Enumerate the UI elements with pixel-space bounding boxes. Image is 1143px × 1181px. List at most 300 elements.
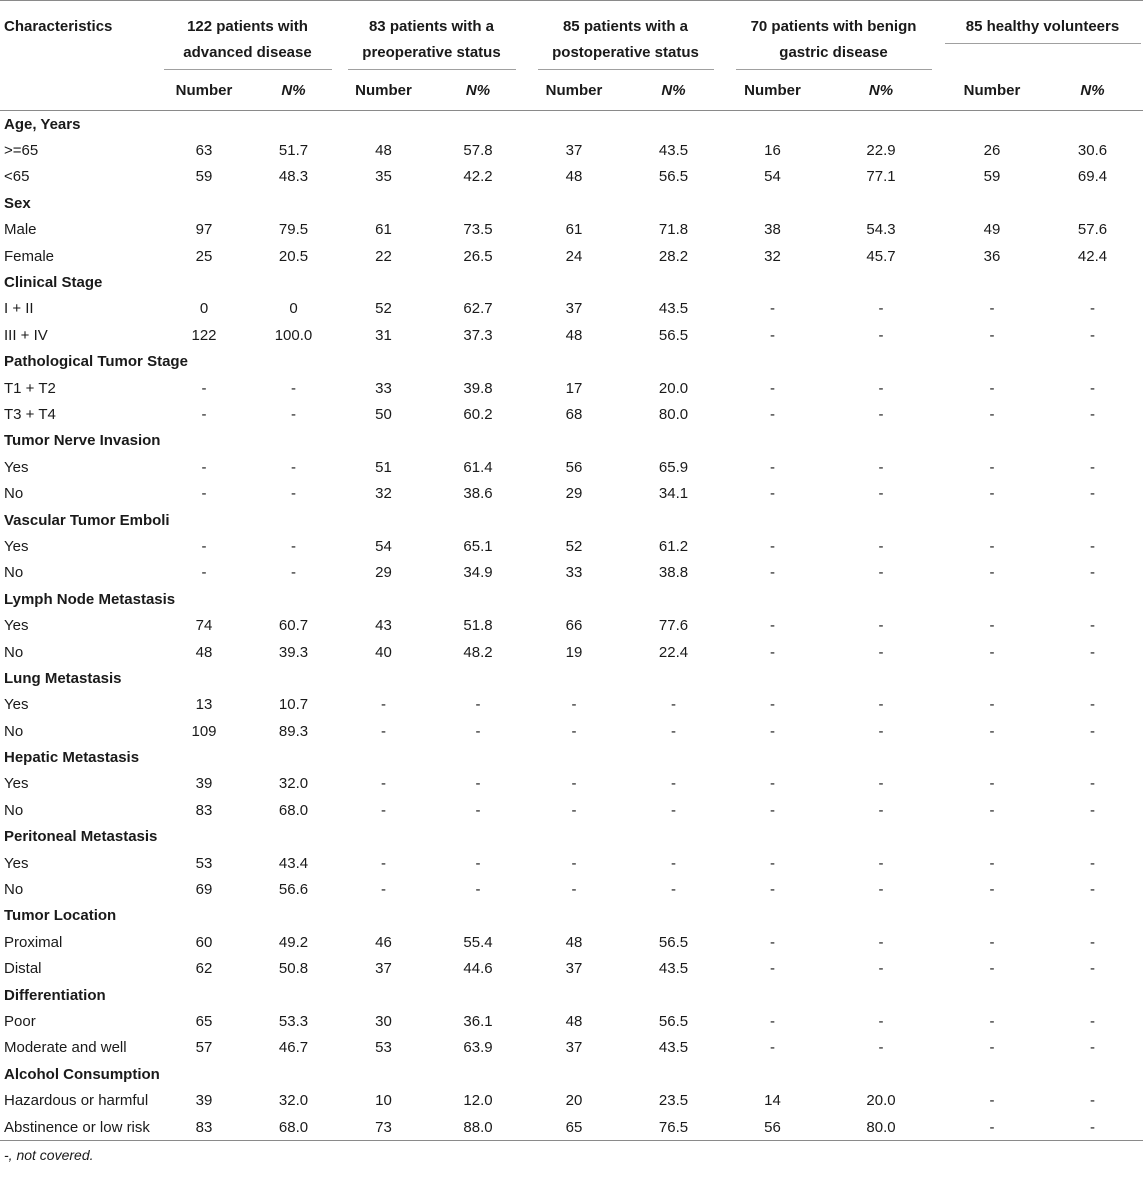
- percent-cell: -: [1090, 933, 1095, 951]
- percent-cell: 36.1: [463, 1012, 493, 1030]
- number-cell: -: [571, 696, 577, 714]
- number-cell: 54: [375, 537, 392, 555]
- percent-cell: 46.7: [278, 1039, 309, 1057]
- number-cell: -: [989, 643, 995, 661]
- number-cell: 29: [565, 485, 583, 503]
- percent-cell: -: [878, 960, 884, 978]
- number-cell: -: [201, 458, 207, 476]
- percent-cell: -: [878, 405, 884, 423]
- number-cell: 73: [375, 1118, 392, 1136]
- percent-cell: 34.1: [658, 485, 689, 503]
- number-cell: 109: [191, 722, 217, 740]
- section-row: [0, 744, 1143, 770]
- table-row: [0, 375, 1143, 401]
- row-label: Distal: [4, 960, 42, 978]
- percent-cell: -: [1090, 1118, 1095, 1136]
- table-row: [0, 718, 1143, 744]
- percent-cell: 80.0: [866, 1118, 896, 1136]
- percent-cell: -: [1090, 801, 1095, 819]
- number-cell: 36: [983, 247, 1001, 265]
- section-title: Tumor Nerve Invasion: [4, 432, 161, 450]
- percent-cell: 43.5: [658, 960, 689, 978]
- number-cell: -: [201, 379, 207, 397]
- number-cell: -: [989, 326, 995, 344]
- percent-cell: 34.9: [463, 564, 493, 582]
- row-label: No: [4, 643, 24, 661]
- percent-cell: -: [1090, 458, 1095, 476]
- row-label: Yes: [4, 617, 29, 635]
- number-cell: 51: [375, 458, 392, 476]
- table-row: [0, 639, 1143, 665]
- row-label: No: [4, 564, 24, 582]
- percent-cell: 22.9: [866, 142, 896, 160]
- percent-cell: -: [878, 1039, 884, 1057]
- number-cell: 56: [565, 458, 583, 476]
- table-row: [0, 850, 1143, 876]
- number-cell: -: [381, 881, 386, 899]
- percent-cell: 49.2: [278, 933, 309, 951]
- percent-cell: 53.3: [278, 1012, 309, 1030]
- number-cell: 39: [195, 1092, 213, 1110]
- number-cell: 14: [764, 1092, 781, 1110]
- row-label: III + IV: [4, 326, 48, 344]
- number-cell: -: [770, 405, 775, 423]
- table-row: [0, 454, 1143, 480]
- number-cell: 54: [764, 168, 781, 186]
- percent-cell: 65.1: [463, 537, 493, 555]
- table-row: [0, 1008, 1143, 1034]
- percent-cell: 50.8: [278, 960, 309, 978]
- row-label: Yes: [4, 854, 29, 872]
- number-cell: -: [770, 326, 775, 344]
- number-cell: 69: [195, 881, 213, 899]
- section-title: Alcohol Consumption: [4, 1065, 160, 1083]
- percent-cell: -: [878, 458, 884, 476]
- number-cell: 17: [565, 379, 583, 397]
- number-cell: -: [989, 854, 995, 872]
- number-cell: -: [770, 722, 775, 740]
- percent-cell: 20.0: [866, 1092, 896, 1110]
- percent-cell: -: [475, 722, 481, 740]
- number-header: Number: [175, 81, 233, 99]
- number-cell: -: [770, 485, 775, 503]
- number-cell: 25: [195, 247, 213, 265]
- percent-cell: -: [1090, 775, 1095, 793]
- percent-cell: -: [878, 775, 884, 793]
- percent-header: N%: [281, 81, 306, 99]
- section-row: [0, 1061, 1143, 1087]
- section-row: [0, 428, 1143, 454]
- percent-cell: 54.3: [866, 221, 896, 239]
- number-cell: 46: [375, 933, 392, 951]
- row-label: Hazardous or harmful: [4, 1092, 149, 1110]
- table-row: [0, 797, 1143, 823]
- number-cell: -: [381, 854, 386, 872]
- percent-cell: 37.3: [463, 326, 493, 344]
- number-header: Number: [744, 81, 801, 99]
- table-row: [0, 1114, 1143, 1141]
- number-cell: -: [571, 854, 577, 872]
- section-title: Hepatic Metastasis: [4, 749, 140, 767]
- percent-cell: 42.4: [1077, 247, 1108, 265]
- number-cell: 83: [195, 1118, 213, 1136]
- number-cell: -: [770, 617, 775, 635]
- section-title: Vascular Tumor Emboli: [4, 511, 170, 529]
- number-cell: -: [770, 881, 775, 899]
- number-cell: 10: [375, 1092, 392, 1110]
- percent-cell: 100.0: [274, 326, 313, 344]
- section-title: Lung Metastasis: [4, 669, 122, 687]
- percent-cell: 62.7: [463, 300, 493, 318]
- row-label: T3 + T4: [4, 405, 56, 423]
- number-cell: 40: [375, 643, 392, 661]
- number-cell: 30: [375, 1012, 392, 1030]
- percent-cell: 20.0: [658, 379, 689, 397]
- number-cell: 66: [565, 617, 583, 635]
- percent-cell: 89.3: [278, 722, 309, 740]
- section-row: [0, 903, 1143, 929]
- table-row: [0, 560, 1143, 586]
- number-cell: 22: [375, 247, 392, 265]
- percent-cell: -: [671, 722, 676, 740]
- percent-cell: -: [878, 722, 884, 740]
- percent-cell: 38.6: [463, 485, 493, 503]
- section-title: Tumor Location: [4, 907, 117, 925]
- percent-cell: -: [1090, 379, 1095, 397]
- number-cell: -: [381, 722, 386, 740]
- number-cell: -: [770, 537, 775, 555]
- number-cell: -: [989, 379, 995, 397]
- percent-header: N%: [661, 81, 686, 99]
- number-cell: 122: [191, 326, 217, 344]
- number-cell: -: [770, 1039, 775, 1057]
- number-cell: 65: [565, 1118, 583, 1136]
- percent-cell: 55.4: [463, 933, 493, 951]
- section-row: [0, 269, 1143, 295]
- number-cell: 24: [565, 247, 583, 265]
- row-label: Yes: [4, 537, 29, 555]
- percent-cell: -: [475, 775, 481, 793]
- number-cell: -: [989, 933, 995, 951]
- percent-cell: 20.5: [278, 247, 309, 265]
- percent-cell: -: [1090, 1012, 1095, 1030]
- percent-cell: -: [1090, 696, 1095, 714]
- section-row: [0, 982, 1143, 1008]
- percent-cell: 51.7: [278, 142, 309, 160]
- number-cell: -: [770, 1012, 775, 1030]
- percent-cell: 56.5: [658, 326, 689, 344]
- percent-cell: 48.3: [278, 168, 309, 186]
- number-cell: -: [989, 801, 995, 819]
- number-cell: 50: [375, 405, 392, 423]
- number-cell: -: [989, 722, 995, 740]
- table-row: [0, 164, 1143, 190]
- row-label: Poor: [4, 1012, 36, 1030]
- table-row: [0, 217, 1143, 243]
- percent-cell: -: [291, 485, 296, 503]
- percent-cell: 43.5: [658, 1039, 689, 1057]
- row-label: I + II: [4, 300, 34, 318]
- number-cell: -: [989, 881, 995, 899]
- number-cell: 74: [195, 617, 213, 635]
- percent-cell: -: [878, 643, 884, 661]
- percent-cell: 43.5: [658, 142, 689, 160]
- number-cell: -: [989, 960, 995, 978]
- number-cell: 32: [375, 485, 392, 503]
- percent-cell: -: [1090, 1092, 1095, 1110]
- percent-cell: 48.2: [463, 643, 493, 661]
- table-row: [0, 296, 1143, 322]
- number-cell: -: [201, 537, 207, 555]
- number-cell: 68: [565, 405, 583, 423]
- section-title: Clinical Stage: [4, 274, 103, 292]
- number-cell: 35: [375, 168, 392, 186]
- row-label: Yes: [4, 775, 29, 793]
- number-header: Number: [963, 81, 1021, 99]
- number-cell: -: [381, 801, 386, 819]
- percent-cell: -: [671, 854, 676, 872]
- row-label: Proximal: [4, 933, 63, 951]
- number-cell: 60: [195, 933, 213, 951]
- table-row: [0, 876, 1143, 902]
- number-cell: 48: [375, 142, 392, 160]
- percent-cell: -: [1090, 1039, 1095, 1057]
- percent-cell: -: [475, 696, 481, 714]
- percent-cell: 32.0: [278, 775, 309, 793]
- number-cell: 19: [565, 643, 583, 661]
- number-cell: 37: [565, 300, 583, 318]
- percent-cell: 51.8: [463, 617, 493, 635]
- number-cell: 16: [764, 142, 781, 160]
- percent-cell: 57.6: [1077, 221, 1108, 239]
- number-cell: -: [989, 405, 995, 423]
- section-row: [0, 349, 1143, 375]
- number-cell: 48: [565, 1012, 583, 1030]
- percent-cell: -: [878, 696, 884, 714]
- number-cell: -: [770, 960, 775, 978]
- percent-cell: 43.4: [278, 854, 309, 872]
- number-cell: 43: [375, 617, 392, 635]
- number-cell: 62: [195, 960, 213, 978]
- number-cell: -: [989, 696, 995, 714]
- group-header-benign: 70 patients with benign gastric disease: [725, 1, 942, 70]
- group-header-advanced: 122 patients with advanced disease: [158, 1, 337, 70]
- number-cell: 63: [195, 142, 213, 160]
- percent-cell: -: [291, 537, 296, 555]
- percent-cell: -: [878, 854, 884, 872]
- number-cell: 53: [195, 854, 213, 872]
- percent-cell: -: [878, 801, 884, 819]
- percent-cell: 61.4: [463, 458, 493, 476]
- percent-cell: 26.5: [463, 247, 493, 265]
- section-title: Differentiation: [4, 986, 106, 1004]
- percent-cell: 88.0: [463, 1118, 493, 1136]
- percent-cell: -: [878, 617, 884, 635]
- percent-cell: 77.6: [658, 617, 689, 635]
- percent-cell: -: [878, 379, 884, 397]
- percent-cell: -: [475, 881, 481, 899]
- number-cell: 53: [375, 1039, 392, 1057]
- number-cell: -: [770, 801, 775, 819]
- number-cell: 37: [565, 960, 583, 978]
- number-cell: -: [989, 1039, 995, 1057]
- number-cell: 26: [983, 142, 1001, 160]
- percent-cell: -: [671, 775, 676, 793]
- percent-cell: 60.7: [278, 617, 309, 635]
- row-label: >=65: [4, 142, 39, 160]
- percent-cell: 43.5: [658, 300, 689, 318]
- number-cell: 31: [375, 326, 392, 344]
- percent-cell: -: [1090, 722, 1095, 740]
- percent-cell: 68.0: [278, 1118, 309, 1136]
- percent-cell: -: [291, 405, 296, 423]
- number-cell: 57: [195, 1039, 213, 1057]
- number-cell: 39: [195, 775, 213, 793]
- percent-cell: -: [1090, 537, 1095, 555]
- percent-cell: -: [671, 881, 676, 899]
- table-row: [0, 533, 1143, 559]
- percent-cell: -: [291, 458, 296, 476]
- group-header-preoperative: 83 patients with a preoperative status: [337, 1, 526, 70]
- number-cell: 59: [983, 168, 1001, 186]
- percent-cell: -: [1090, 485, 1095, 503]
- percent-cell: 69.4: [1077, 168, 1108, 186]
- number-cell: 48: [565, 168, 583, 186]
- group-header-postoperative: 85 patients with a postoperative status: [526, 1, 725, 70]
- number-cell: -: [201, 405, 207, 423]
- percent-cell: 22.4: [658, 643, 689, 661]
- percent-cell: 23.5: [658, 1092, 689, 1110]
- number-cell: -: [770, 933, 775, 951]
- percent-cell: -: [1090, 960, 1095, 978]
- number-cell: 32: [764, 247, 781, 265]
- number-cell: -: [989, 617, 995, 635]
- percent-cell: -: [475, 801, 481, 819]
- number-cell: -: [989, 485, 995, 503]
- percent-cell: 76.5: [658, 1118, 689, 1136]
- percent-cell: 65.9: [658, 458, 689, 476]
- section-row: [0, 665, 1143, 691]
- row-label: No: [4, 801, 24, 819]
- percent-cell: -: [878, 326, 884, 344]
- percent-cell: 61.2: [658, 537, 689, 555]
- row-label: No: [4, 485, 24, 503]
- percent-cell: -: [878, 933, 884, 951]
- number-cell: -: [989, 458, 995, 476]
- number-cell: 49: [983, 221, 1001, 239]
- percent-cell: -: [878, 881, 884, 899]
- number-cell: -: [381, 775, 386, 793]
- percent-cell: 39.8: [463, 379, 493, 397]
- percent-cell: -: [878, 300, 884, 318]
- percent-cell: 57.8: [463, 142, 493, 160]
- table-body: [0, 111, 1143, 1141]
- section-row: [0, 507, 1143, 533]
- percent-cell: -: [291, 379, 296, 397]
- number-cell: 59: [195, 168, 213, 186]
- number-header: Number: [545, 81, 603, 99]
- number-cell: 48: [565, 933, 583, 951]
- percent-cell: -: [878, 564, 884, 582]
- section-title: Age, Years: [4, 115, 81, 133]
- number-cell: 20: [565, 1092, 583, 1110]
- number-cell: -: [571, 881, 577, 899]
- percent-cell: -: [1090, 405, 1095, 423]
- number-cell: 56: [764, 1118, 781, 1136]
- number-cell: -: [989, 1118, 995, 1136]
- number-cell: 52: [375, 300, 392, 318]
- number-cell: -: [989, 537, 995, 555]
- number-cell: 48: [565, 326, 583, 344]
- number-cell: 48: [195, 643, 213, 661]
- percent-cell: 56.6: [278, 881, 309, 899]
- number-cell: 61: [375, 221, 392, 239]
- section-row: [0, 586, 1143, 612]
- section-title: Sex: [4, 194, 31, 212]
- percent-cell: -: [1090, 326, 1095, 344]
- row-label: Yes: [4, 696, 29, 714]
- percent-cell: 30.6: [1077, 142, 1108, 160]
- number-cell: 97: [195, 221, 213, 239]
- percent-cell: 56.5: [658, 168, 689, 186]
- row-label: <65: [4, 168, 30, 186]
- percent-cell: 56.5: [658, 1012, 689, 1030]
- row-label: T1 + T2: [4, 379, 56, 397]
- row-label: Abstinence or low risk: [4, 1118, 150, 1136]
- number-cell: -: [770, 775, 775, 793]
- number-cell: -: [989, 300, 995, 318]
- number-cell: 38: [764, 221, 781, 239]
- percent-cell: 80.0: [658, 405, 689, 423]
- number-cell: -: [381, 696, 386, 714]
- group-header-row: [0, 1, 1143, 70]
- percent-cell: -: [1090, 643, 1095, 661]
- section-title: Lymph Node Metastasis: [4, 590, 176, 608]
- section-row: [0, 824, 1143, 850]
- number-cell: 65: [195, 1012, 213, 1030]
- percent-cell: 28.2: [658, 247, 689, 265]
- percent-cell: -: [1090, 564, 1095, 582]
- number-header: Number: [355, 81, 412, 99]
- number-cell: -: [201, 564, 207, 582]
- percent-header: N%: [465, 81, 491, 99]
- percent-cell: 60.2: [463, 405, 493, 423]
- table-row: [0, 1087, 1143, 1113]
- table-row: [0, 956, 1143, 982]
- number-cell: -: [989, 1092, 995, 1110]
- number-cell: 29: [375, 564, 392, 582]
- percent-cell: -: [475, 854, 481, 872]
- number-cell: 61: [565, 221, 583, 239]
- table-row: [0, 771, 1143, 797]
- footnote: -, not covered.: [4, 1147, 94, 1164]
- percent-cell: -: [1090, 300, 1095, 318]
- percent-header: N%: [1080, 81, 1105, 99]
- percent-cell: -: [878, 537, 884, 555]
- number-cell: -: [571, 801, 577, 819]
- number-cell: 37: [565, 1039, 583, 1057]
- group-header-healthy: 85 healthy volunteers: [942, 1, 1143, 70]
- row-label: Yes: [4, 458, 29, 476]
- number-cell: -: [770, 458, 775, 476]
- percent-cell: 68.0: [278, 801, 309, 819]
- percent-cell: -: [1090, 617, 1095, 635]
- row-label: Male: [4, 221, 37, 239]
- section-row: [0, 190, 1143, 216]
- percent-cell: -: [878, 1012, 884, 1030]
- percent-cell: -: [291, 564, 296, 582]
- section-title: Pathological Tumor Stage: [4, 353, 188, 371]
